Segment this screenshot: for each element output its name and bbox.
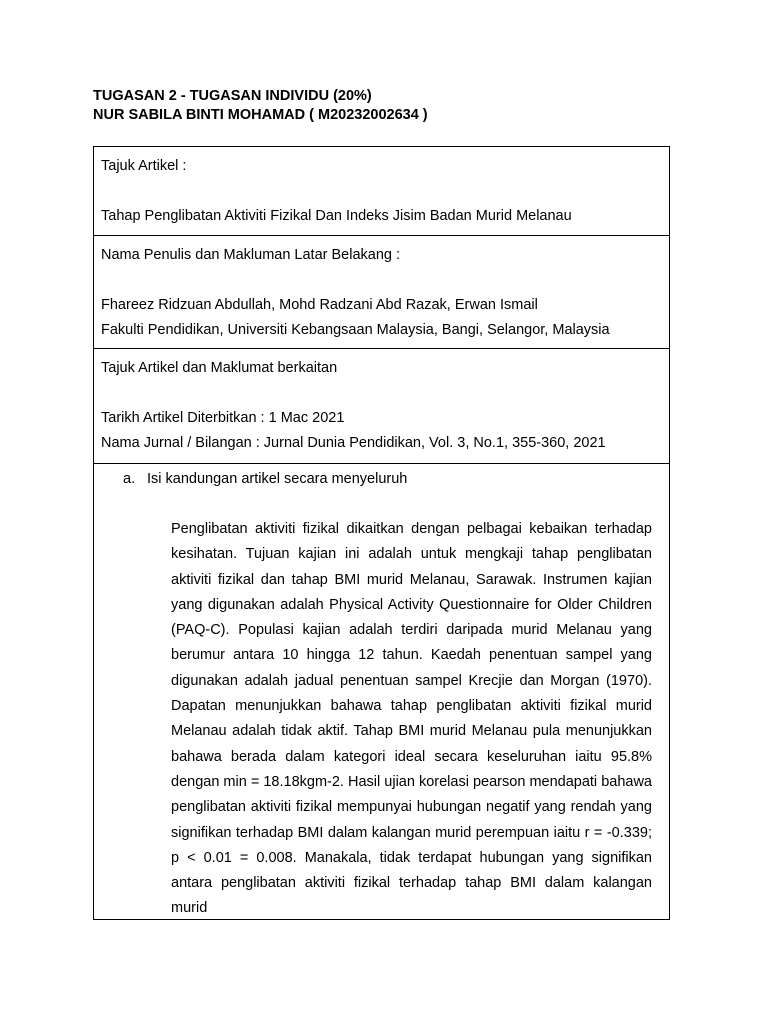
publication-journal: Nama Jurnal / Bilangan : Jurnal Dunia Pendidikan, Vol. 3, No.1, 355-360, 2021 [101,435,606,451]
content-paragraph: Penglibatan aktiviti fizikal dikaitkan dengan pelbagai kebaikan terhadap kesihatan. Tujuan kajian ini adalah untuk mengkaji tahap penglibatan aktiviti fizikal dan tahap BMI murid Melanau, Sarawak. Instrumen kajian yang digunakan adalah Physical Activity Questionnaire for Older Children (PAQ-C). Populasi kajian adalah terdiri daripada murid Melanau yang berumur antara 10 hingga 12 tahun. Kaedah penentuan sampel yang digunakan adalah jadual penentuan sampel Krecjie dan Morgan (1970). Dapatan menunjukkan bahawa tahap penglibatan aktiviti fizikal murid Melanau adalah tidak aktif. Tahap BMI murid Melanau pula menunjukkan bahawa berada dalam kategori ideal secara keseluruhan iaitu 95.8% dengan min = 18.18kgm-2. Hasil ujian korelasi pearson mendapati bahawa penglibatan aktiviti fizikal mempunyai hubungan negatif yang rendah yang signifikan terhadap BMI dalam kalangan murid perempuan iaitu r = -0.339; p < 0.01 = 0.008. Manakala, tidak terdapat hubungan yang signifikan antara penglibatan aktiviti fizikal terhadap tahap BMI dalam kalangan murid [171,521,652,917]
publication-date: Tarikh Artikel Diterbitkan : 1 Mac 2021 [101,410,345,426]
article-info-table [93,146,670,920]
author-cell [94,236,669,349]
publication-label: Tajuk Artikel dan Maklumat berkaitan [101,360,338,376]
article-title-cell [94,147,669,236]
content-label: Isi kandungan artikel secara menyeluruh [147,471,408,487]
article-title-label: Tajuk Artikel : [101,158,187,174]
assignment-title: TUGASAN 2 - TUGASAN INDIVIDU (20%) [93,88,372,104]
author-label: Nama Penulis dan Makluman Latar Belakang : [101,247,401,263]
document-header [93,87,428,125]
list-marker: a. [123,471,136,487]
author-names: Fhareez Ridzuan Abdullah, Mohd Radzani Abd Razak, Erwan Ismail [101,297,538,313]
content-item [101,467,661,491]
author-affiliation: Fakulti Pendidikan, Universiti Kebangsaan Malaysia, Bangi, Selangor, Malaysia [101,322,610,338]
article-title-value: Tahap Penglibatan Aktiviti Fizikal Dan Indeks Jisim Badan Murid Melanau [101,208,572,224]
publication-cell [94,349,669,464]
student-name: NUR SABILA BINTI MOHAMAD ( M20232002634 ) [93,107,428,123]
content-cell [94,464,669,920]
